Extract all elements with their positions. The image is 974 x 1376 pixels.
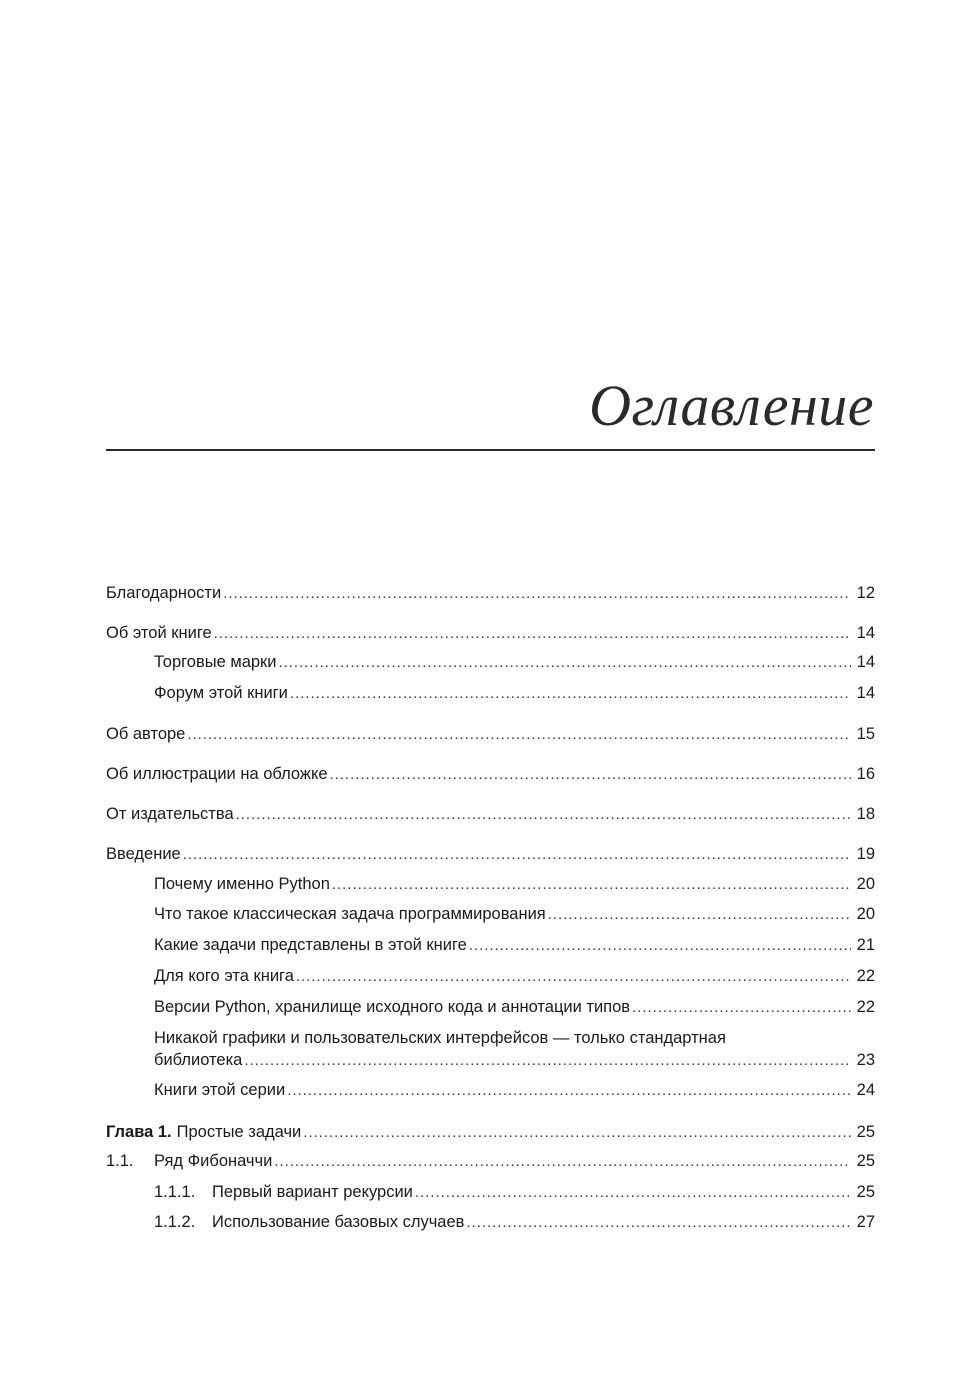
- dot-leader: [287, 1079, 851, 1102]
- toc-subentry[interactable]: [154, 996, 875, 1019]
- toc-entry-page: 14: [856, 653, 875, 671]
- toc-subentry[interactable]: [154, 965, 875, 988]
- toc-subentry[interactable]: [154, 1079, 875, 1102]
- dot-leader: [187, 723, 851, 746]
- toc-entry-title: От издательства: [106, 805, 234, 823]
- toc-entry-page: 22: [856, 967, 875, 985]
- dot-leader: [330, 763, 851, 786]
- toc-entry-title: Версии Python, хранилище исходного кода и аннотации типов: [154, 998, 631, 1016]
- toc-entry-page: 14: [856, 684, 875, 702]
- toc-entry-title: Что такое классическая задача программирования: [154, 905, 546, 923]
- toc-entry-page: 18: [856, 805, 875, 823]
- toc-entry-title: Введение: [106, 845, 181, 863]
- toc-entry-page: 16: [856, 765, 875, 783]
- dot-leader: [296, 965, 851, 988]
- toc-entry-page: 23: [856, 1051, 875, 1069]
- toc-entry[interactable]: [106, 723, 875, 746]
- toc-entry-title: Об иллюстрации на обложке: [106, 765, 328, 783]
- toc-entry-title: Простые задачи: [176, 1123, 302, 1141]
- toc-entry-page: 25: [856, 1123, 875, 1141]
- toc-entry-title-line2: библиотека: [154, 1051, 243, 1069]
- toc-entry-page: 14: [856, 624, 875, 642]
- dot-leader: [290, 682, 851, 705]
- toc-subentry[interactable]: [154, 903, 875, 926]
- toc-entry-page: 25: [856, 1152, 875, 1170]
- toc-entry-title: Первый вариант рекурсии: [212, 1183, 413, 1201]
- toc-entry[interactable]: [106, 582, 875, 605]
- section-number: 1.1.2.: [154, 1213, 196, 1231]
- dot-leader: [183, 843, 851, 866]
- toc-entry-title: Какие задачи представлены в этой книге: [154, 936, 467, 954]
- toc-entry-title: Для кого эта книга: [154, 967, 294, 985]
- dot-leader: [223, 582, 851, 605]
- toc-entry-page: 20: [856, 905, 875, 923]
- table-of-contents: [106, 0, 875, 1376]
- toc-subsection-entry[interactable]: [154, 1211, 875, 1234]
- dot-leader: [332, 873, 851, 896]
- toc-subentry[interactable]: [154, 1027, 875, 1072]
- toc-entry-page: 25: [856, 1183, 875, 1201]
- dot-leader: [548, 903, 851, 926]
- toc-subentry[interactable]: [154, 682, 875, 705]
- toc-entry-title: Книги этой серии: [154, 1081, 286, 1099]
- toc-subentry[interactable]: [154, 873, 875, 896]
- dot-leader: [279, 651, 852, 674]
- toc-entry-title: Торговые марки: [154, 653, 277, 671]
- dot-leader: [415, 1181, 851, 1204]
- page-title: Оглавление: [589, 373, 874, 438]
- dot-leader: [469, 934, 851, 957]
- toc-entry-page: 21: [856, 936, 875, 954]
- dot-leader: [214, 622, 851, 645]
- dot-leader: [303, 1121, 851, 1144]
- toc-entry-page: 15: [856, 725, 875, 743]
- dot-leader: [236, 803, 851, 826]
- dot-leader: [274, 1150, 851, 1173]
- toc-subentry[interactable]: [154, 934, 875, 957]
- section-number: 1.1.: [106, 1152, 134, 1170]
- toc-entry-title: Благодарности: [106, 584, 222, 602]
- toc-subentry[interactable]: [154, 651, 875, 674]
- toc-entry[interactable]: [106, 843, 875, 866]
- toc-entry-title-line1: Никакой графики и пользовательских интерфейсов — только стандартная: [154, 1029, 726, 1047]
- toc-entry-title: Ряд Фибоначчи: [154, 1152, 273, 1170]
- toc-entry-title: Об авторе: [106, 725, 186, 743]
- toc-entry-page: 22: [856, 998, 875, 1016]
- toc-section-entry[interactable]: [106, 1150, 875, 1173]
- toc-entry-title: Об этой книге: [106, 624, 212, 642]
- toc-entry-title: Почему именно Python: [154, 875, 330, 893]
- toc-subsection-entry[interactable]: [154, 1181, 875, 1204]
- dot-leader: [244, 1049, 851, 1072]
- toc-entry[interactable]: [106, 803, 875, 826]
- toc-entry-page: 24: [856, 1081, 875, 1099]
- toc-entry[interactable]: [106, 763, 875, 786]
- section-number: 1.1.1.: [154, 1183, 196, 1201]
- dot-leader: [632, 996, 851, 1019]
- chapter-label: Глава 1.: [106, 1123, 172, 1141]
- toc-entry-page: 12: [856, 584, 875, 602]
- toc-entry[interactable]: [106, 622, 875, 645]
- toc-chapter-entry[interactable]: [106, 1121, 875, 1144]
- toc-entry-title: Форум этой книги: [154, 684, 288, 702]
- toc-entry-page: 27: [856, 1213, 875, 1231]
- toc-entry-page: 20: [856, 875, 875, 893]
- dot-leader: [466, 1211, 851, 1234]
- toc-entry-title: Использование базовых случаев: [212, 1213, 465, 1231]
- toc-entry-page: 19: [856, 845, 875, 863]
